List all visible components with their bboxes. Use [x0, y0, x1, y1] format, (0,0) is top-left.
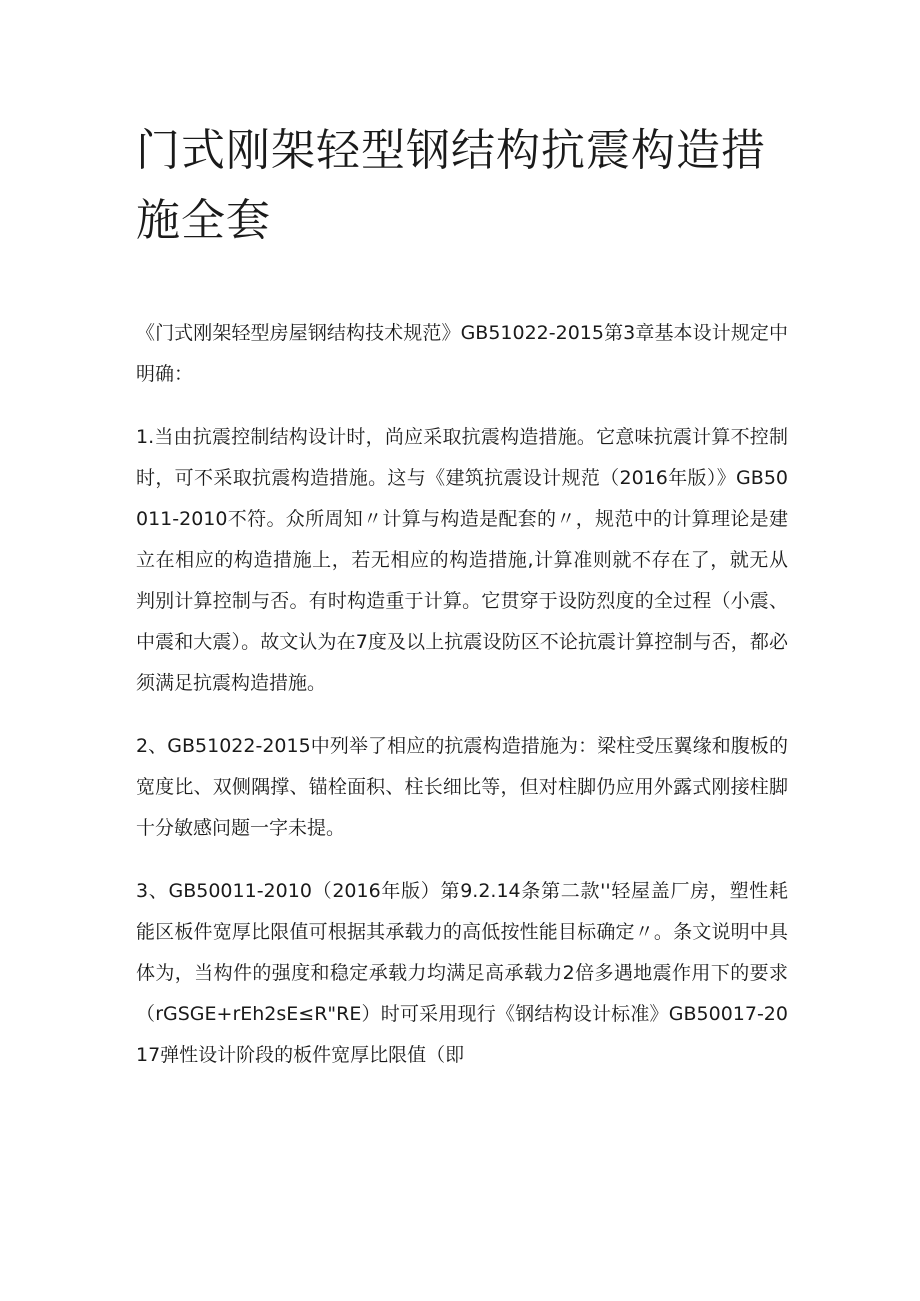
paragraph-intro: 《门式刚架轻型房屋钢结构技术规范》GB51022-2015第3章基本设计规定中明确： [136, 322, 788, 385]
paragraph-item-3: 3、GB50011-2010（2016年版）第9.2.14条第二款''轻屋盖厂房，塑性耗能区板件宽厚比限值可根据其承载力的高低按性能目标确定〃。条文说明中具体为，当构件的强度和稳定承载力均满足高承载力2倍多遇地震作用下的要求（rGSGE+rEh2sE≤R"RE）时可采用现行《钢结构设计标准》GB50017-2017弹性设计阶段的板件宽厚比限值（即 [136, 880, 788, 1066]
paragraph-item-1: 1.当由抗震控制结构设计时，尚应采取抗震构造措施。它意味抗震计算不控制时，可不采取抗震构造措施。这与《建筑抗震设计规范（2016年版）》GB50011-2010不符。众所周知〃计算与构造是配套的〃，规范中的计算理论是建立在相应的构造措施上，若无相应的构造措施,计算准则就不存在了，就无从判别计算控制与否。有时构造重于计算。它贯穿于设防烈度的全过程（小震、中震和大震）。故文认为在7度及以上抗震设防区不论抗震计算控制与否，都必须满足抗震构造措施。 [136, 426, 788, 694]
document-body [136, 313, 788, 1098]
document-title: 门式刚架轻型钢结构抗震构造措施全套 [136, 125, 766, 246]
paragraph-item-2: 2、GB51022-2015中列举了相应的抗震构造措施为：梁柱受压翼缘和腹板的宽度比、双侧隅撑、锚栓面积、柱长细比等，但对柱脚仍应用外露式刚接柱脚十分敏感问题一字未提。 [136, 735, 788, 839]
